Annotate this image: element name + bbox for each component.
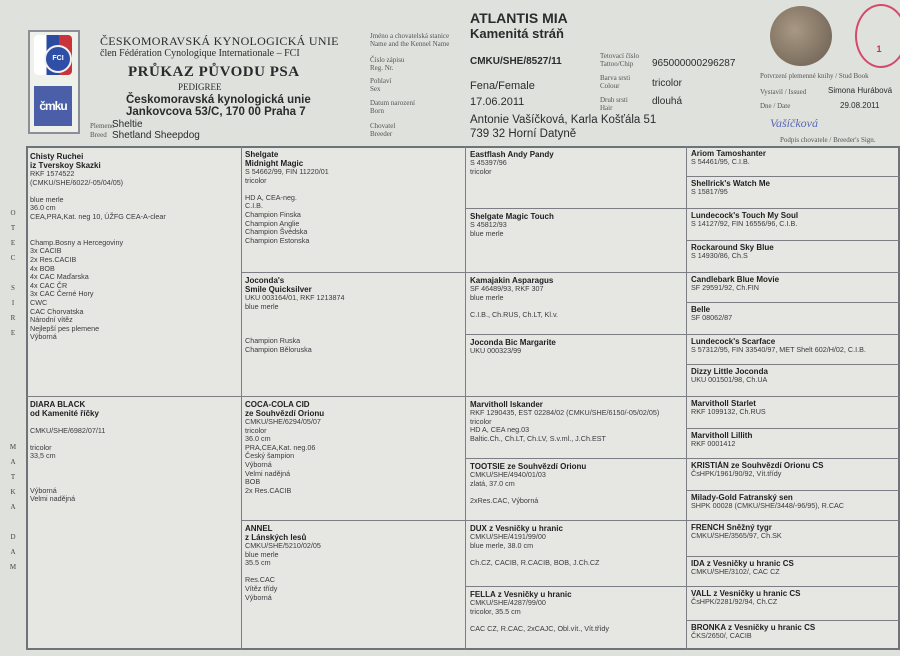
ancestor-name: Marvitholl Lillith [691, 431, 753, 440]
detail-line: UKU 001501/98, Ch.UA [691, 375, 768, 384]
ancestor-name: Kamajakin Asparagus [470, 276, 554, 285]
ancestor-g3-cell [470, 212, 682, 270]
detail-line: C.I.B., Ch.RUS, Ch.LT, Kl.v. [470, 309, 558, 319]
detail-line: SF 46489/93, RKF 307 [470, 284, 544, 293]
ancestor-g4-cell [691, 275, 896, 301]
side-letter: I [11, 299, 15, 307]
ancestor-name: Shelgate Magic Touch [470, 212, 554, 221]
sire-details [30, 170, 236, 342]
side-letter: A [10, 548, 16, 556]
detail-line: CMKU/SHE/6982/07/11 [30, 425, 106, 435]
detail-line: PRA,CEA,Kat. neg.06 [245, 442, 316, 452]
dam-sire-name: COCA-COLA CID [245, 400, 310, 409]
ancestor-g4-cell [691, 399, 896, 427]
detail-line: 4x CAC ČR [30, 280, 68, 290]
detail-line [245, 311, 461, 320]
dog-birth-date: 17.06.2011 [470, 96, 525, 108]
reg-label-en: Reg. Nr. [370, 64, 394, 72]
hair-label-en: Hair [600, 104, 613, 112]
side-letter: O [10, 209, 16, 217]
detail-line: 3x CAC Černé Hory [30, 289, 94, 299]
sire-cell [30, 152, 236, 394]
dam-details [30, 418, 236, 504]
detail-line: 3x CACIB [30, 246, 62, 256]
detail-line: zlatá, 37.0 cm [470, 478, 515, 488]
ancestor-name: KRISTIÁN ze Souhvězdí Orionu CS [691, 461, 824, 470]
detail-line: 36.0 cm [245, 434, 271, 444]
side-letter: A [10, 458, 16, 466]
dam-dam-cell [245, 524, 461, 646]
detail-line: Champion Běloruska [245, 344, 312, 354]
detail-line: blue merle, 38.0 cm [470, 540, 534, 550]
ancestor-g4-cell [691, 305, 896, 333]
sire-sire-details [245, 168, 461, 245]
detail-line: tricolor [470, 416, 492, 426]
side-letter: K [10, 488, 16, 496]
sire-sire-name: Shelgate [245, 150, 279, 159]
detail-line: SF 29591/92, Ch.FIN [691, 283, 759, 292]
colour-label-en: Colour [600, 82, 620, 90]
detail-line: CMKU/SHE/3102/, CAC CZ [691, 567, 780, 576]
fci-cmku-logo [28, 30, 80, 134]
dam-sire-kennel: ze Souhvězdí Orionu [245, 409, 325, 418]
detail-line [30, 461, 236, 470]
ancestor-g4-cell [691, 431, 896, 457]
detail-line: blue merle [470, 292, 504, 302]
ancestor-name: Lundecock's Touch My Soul [691, 211, 799, 220]
sex-label-cz: Pohlaví [370, 77, 392, 85]
detail-line: ČsHPK/2281/92/94, Ch.CZ [691, 597, 778, 606]
ancestor-g4-cell [691, 461, 896, 489]
detail-line: UKU 003164/01, RKF 1213874 [245, 293, 345, 302]
issuer-address: Jankovcova 53/C, 170 00 Praha 7 [126, 106, 306, 118]
detail-line: 2xRes.CAC, Výborná [470, 495, 539, 505]
sire-dam-cell [245, 276, 461, 394]
detail-line: S 57312/95, FIN 33540/97, MET Shelt 602/H/02, C.I.B. [691, 345, 866, 354]
sire-kennel: iz Tverskoy Skazki [30, 161, 101, 170]
detail-line [30, 222, 236, 231]
ancestor-name: BRONKA z Vesničky u hranic CS [691, 623, 816, 632]
hair-label-cz: Druh srsti [600, 96, 628, 104]
tattoo-label-en: Tattoo/Chip [600, 60, 634, 68]
detail-line: S 54662/99, FIN 11220/01 [245, 167, 329, 176]
ancestor-g3-cell [470, 150, 682, 206]
ancestor-name: Candlebark Blue Movie [691, 275, 780, 284]
breeder-signature: Vašíčková [770, 116, 818, 130]
detail-line: CMKU/SHE/5210/02/05 [245, 541, 321, 550]
detail-line: S 54461/95, C.I.B. [691, 157, 750, 166]
detail-line [30, 478, 236, 487]
detail-line: 2x Res.CACIB [30, 254, 77, 264]
breed-label-en: Breed [90, 131, 107, 139]
side-letter: T [10, 473, 16, 481]
ancestor-g4-cell [691, 367, 896, 395]
detail-line: ČsHPK/1961/90/92, Vít.třídy [691, 469, 782, 478]
side-letter: D [10, 533, 16, 541]
seal-photo [770, 6, 832, 66]
detail-line: Champion Anglie [245, 218, 300, 228]
detail-line: Velmi nadějná [30, 494, 76, 504]
detail-line: 2x Res.CACIB [245, 485, 292, 495]
ancestor-g4-cell [691, 589, 896, 619]
detail-line: RKF 1099132, Ch.RUS [691, 407, 766, 416]
sire-dam-name: Joconda's [245, 276, 285, 285]
dam-dam-details [245, 542, 461, 602]
detail-line: (CMKU/SHE/6022/-05/04/05) [30, 177, 124, 187]
issued-by: Simona Hurábová [828, 86, 893, 95]
document-subtitle: PEDIGREE [178, 82, 222, 92]
sire-name: Chisty Ruchei [30, 152, 84, 161]
dog-chip: 965000000296287 [652, 58, 736, 69]
ancestor-name: Lundecock's Scarface [691, 337, 776, 346]
dog-reg-number: CMKU/SHE/8527/11 [470, 56, 562, 67]
detail-line: blue merle [245, 301, 279, 311]
ancestor-name: FRENCH Sněžný tygr [691, 523, 772, 532]
detail-line: RKF 0001412 [691, 439, 736, 448]
breed-cz: Sheltie [112, 119, 143, 130]
side-letter: T [10, 224, 16, 232]
detail-line: Výborná [30, 485, 57, 495]
breeder-label-cz: Chovatel [370, 122, 396, 130]
detail-line: S 14930/86, Ch.S [691, 251, 748, 260]
dam-dam-name: ANNEL [245, 524, 273, 533]
side-letter: R [10, 314, 16, 322]
detail-line: HD A, CEA-neg. [245, 192, 297, 202]
detail-line: Champion Estonska [245, 235, 310, 245]
detail-line [245, 568, 461, 577]
ancestor-name: Ariom Tamoshanter [691, 149, 766, 158]
detail-line: CAC CZ, R.CAC, 2xCAJC, Obl.vít., Vít.třídy [470, 623, 609, 633]
detail-line: blue merle [245, 549, 279, 559]
cmku-emblem: čmku [34, 86, 72, 126]
detail-line: Vítěz třídy [245, 583, 278, 593]
stud-book-stamp [855, 4, 900, 68]
born-label-en: Born [370, 107, 384, 115]
ancestor-name: Marvitholl Starlet [691, 399, 756, 408]
dog-hair: dlouhá [652, 96, 683, 107]
detail-line: CEA,PRA,Kat. neg 10, ÚŽFG CEA-A-clear [30, 211, 166, 221]
ancestor-name: Dizzy Little Joconda [691, 367, 768, 376]
detail-line: ČKS/2650/, CACIB [691, 631, 752, 640]
detail-line: 33,5 cm [30, 451, 56, 461]
detail-line: Výborná [245, 592, 272, 602]
detail-line [245, 320, 461, 329]
detail-line: RKF 1574522 [30, 169, 75, 178]
detail-line: Res.CAC [245, 575, 275, 585]
detail-line: C.I.B. [245, 201, 263, 211]
dog-name: ATLANTIS MIA [470, 10, 568, 26]
name-label-en: Name and the Kennel Name [370, 40, 450, 48]
sire-sire-cell [245, 150, 461, 270]
sire-dam-kennel: Smile Quicksilver [245, 285, 312, 294]
detail-line [30, 470, 236, 479]
dam-cell [30, 400, 236, 646]
ancestor-name: VALL z Vesničky u hranic CS [691, 589, 801, 598]
detail-line: CWC [30, 297, 48, 307]
detail-line: tricolor [30, 442, 52, 452]
sex-label-en: Sex [370, 85, 381, 93]
detail-line: Champion Švédska [245, 227, 308, 237]
ancestor-g4-cell [691, 623, 896, 649]
ancestor-g3-cell [470, 590, 682, 648]
ancestor-g4-cell [691, 179, 896, 207]
ancestor-g4-cell [691, 243, 896, 271]
side-letter [8, 266, 18, 281]
ancestor-g3-cell [470, 338, 682, 394]
ancestor-name: Milady-Gold Fatranský sen [691, 493, 793, 502]
detail-line: CMKU/SHE/3565/97, Ch.SK [691, 531, 782, 540]
ancestor-name: IDA z Vesničky u hranic CS [691, 559, 794, 568]
org-name: ČESKOMORAVSKÁ KYNOLOGICKÁ UNIE [100, 34, 339, 48]
ancestor-g4-cell [691, 149, 896, 175]
dog-kennel: Kamenitá stráň [470, 26, 564, 41]
ancestor-g3-cell [470, 276, 682, 332]
detail-line: blue merle [470, 228, 504, 238]
detail-line: 35.5 cm [245, 558, 271, 568]
detail-line: Výborná [245, 459, 272, 469]
sire-dam-details [245, 294, 461, 354]
stud-book-label: Potvrzení plemenné knihy / Stud Book [760, 72, 869, 80]
detail-line: Národní vítěz [30, 315, 73, 325]
dam-dam-kennel: z Lánských lesů [245, 533, 307, 542]
ancestor-g4-cell [691, 211, 896, 239]
side-letter: S [11, 284, 15, 292]
detail-line: blue merle [30, 194, 64, 204]
dam-sire-details [245, 418, 461, 495]
dog-sex: Fena/Female [470, 80, 535, 92]
detail-line: tricolor, 35.5 cm [470, 606, 521, 616]
dog-colour: tricolor [652, 78, 683, 89]
ancestor-name: Marvitholl Iskander [470, 400, 543, 409]
detail-line: Český šampion [245, 451, 295, 461]
reg-label-cz: Číslo zápisu [370, 56, 405, 64]
detail-line: 4x BOB [30, 263, 55, 273]
ancestor-name: TOOTSIE ze Souhvězdí Orionu [470, 462, 587, 471]
ancestor-name: FELLA z Vesničky u hranic [470, 590, 572, 599]
detail-line: SHPK 00028 (CMKU/SHE/3448/-96/95), R.CAC [691, 501, 844, 510]
ancestor-g3-cell [470, 462, 682, 518]
ancestor-g4-cell [691, 523, 896, 555]
detail-line: CMKU/SHE/4191/99/00 [470, 532, 546, 541]
side-letter: M [9, 563, 17, 571]
detail-line: tricolor [245, 175, 267, 185]
ancestor-g3-cell [470, 400, 682, 456]
ancestor-g3-cell [470, 524, 682, 584]
detail-line: tricolor [245, 425, 267, 435]
breeder-label-en: Breeder [370, 130, 393, 138]
stamp-number: 1 [876, 44, 882, 54]
date-label: Dne / Date [760, 102, 791, 110]
ancestor-name: DUX z Vesničky u hranic [470, 524, 563, 533]
detail-line: Baltic.Ch., Ch.LT, Ch.LV, S.v.ml., J.Ch.EST [470, 433, 606, 443]
detail-line: Ch.CZ, CACIB, R.CACIB, BOB, J.Ch.CZ [470, 557, 600, 567]
detail-line: BOB [245, 477, 261, 487]
detail-line: RKF 1290435, EST 02284/02 (CMKU/SHE/6150/-05/02/05) [470, 408, 660, 417]
detail-line: HD A, CEA neg.03 [470, 425, 530, 435]
ancestor-name: Eastflash Andy Pandy [470, 150, 554, 159]
side-letter: C [10, 254, 16, 262]
ancestor-name: Belle [691, 305, 711, 314]
breeder-address-2: 739 32 Horní Datyně [470, 128, 577, 140]
issuer-name: Českomoravská kynologická unie [126, 94, 311, 106]
detail-line: S 45397/96 [470, 158, 507, 167]
issued-date: 29.08.2011 [840, 101, 880, 110]
detail-line: Velmi nadějná [245, 468, 291, 478]
dam-sire-cell [245, 400, 461, 518]
detail-line: tricolor [470, 166, 492, 176]
detail-line: Nejlepší pes plemene [30, 323, 100, 333]
breed-label-cz: Plemeno [90, 122, 115, 130]
detail-line: CMKU/SHE/4287/99/00 [470, 598, 546, 607]
detail-line: UKU 000323/99 [470, 346, 522, 355]
detail-line: S 45812/93 [470, 220, 507, 229]
breed-en: Shetland Sheepdog [112, 130, 200, 141]
side-label-mother [8, 440, 18, 575]
side-letter: M [9, 443, 17, 451]
document-title: PRŮKAZ PŮVODU PSA [128, 64, 300, 80]
ancestor-g4-cell [691, 559, 896, 585]
issued-label: Vystavil / Issued [760, 88, 807, 96]
detail-line: Champion Finska [245, 209, 301, 219]
side-letter [8, 515, 18, 530]
ancestor-name: Joconda Bic Margarite [470, 338, 556, 347]
detail-line: 4x CAC Maďarska [30, 272, 89, 282]
detail-line: CAC Chorvatska [30, 306, 84, 316]
colour-label-cz: Barva srsti [600, 74, 631, 82]
breeder-address-1: Antonie Vašíčková, Karla Košťála 51 [470, 114, 657, 126]
fci-emblem: FCI [34, 35, 72, 75]
detail-line [30, 435, 236, 444]
side-letter: E [10, 239, 16, 247]
dam-kennel: od Kamenité říčky [30, 409, 99, 418]
born-label-cz: Datum narození [370, 99, 415, 107]
side-letter: A [10, 503, 16, 511]
detail-line: CMKU/SHE/4940/01/03 [470, 470, 546, 479]
name-label-cz: Jméno a chovatelská stanice [370, 32, 450, 40]
detail-line: Champ.Bosny a Hercegoviny [30, 237, 124, 247]
org-membership: člen Fédération Cynologique Internationale – FCI [100, 48, 300, 59]
ancestor-g4-cell [691, 337, 896, 363]
ancestor-name: Rockaround Sky Blue [691, 243, 774, 252]
detail-line: CMKU/SHE/6294/05/07 [245, 417, 321, 426]
side-label-father [8, 206, 18, 341]
detail-line: Champion Ruska [245, 335, 301, 345]
breeder-sign-label: Podpis chovatele / Breeder's Sign. [780, 136, 876, 144]
side-letter: E [10, 329, 16, 337]
detail-line: 36.0 cm [30, 203, 56, 213]
tattoo-label-cz: Tetovací číslo [600, 52, 639, 60]
ancestor-g4-cell [691, 493, 896, 519]
detail-line: SF 08062/87 [691, 313, 733, 322]
dam-name: DIARA BLACK [30, 400, 86, 409]
sire-sire-kennel: Midnight Magic [245, 159, 304, 168]
ancestor-name: Shellrick's Watch Me [691, 179, 770, 188]
detail-line: S 15817/95 [691, 187, 728, 196]
detail-line: Výborná [30, 332, 57, 342]
detail-line: S 14127/92, FIN 16556/96, C.I.B. [691, 219, 798, 228]
